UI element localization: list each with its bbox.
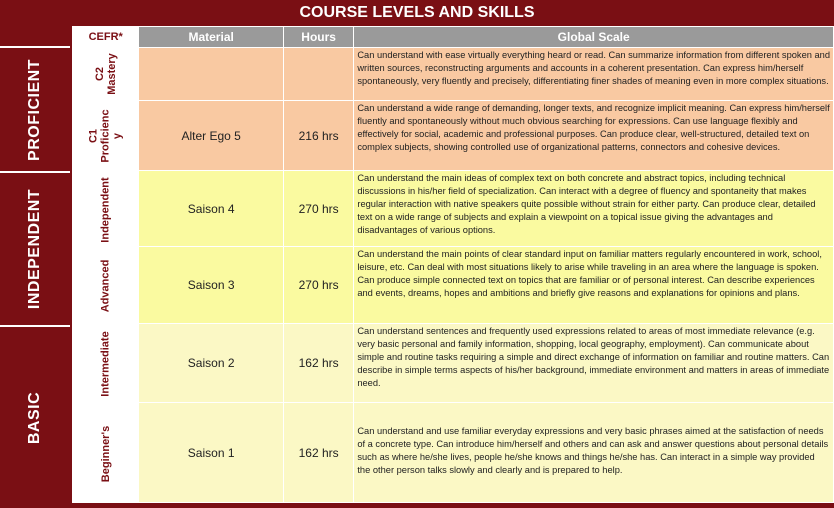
cefr-level: C1 Proficienc y bbox=[87, 108, 124, 163]
page-title: COURSE LEVELS AND SKILLS bbox=[299, 4, 535, 21]
global-scale-cell: Can understand the main ideas of complex text on both concrete and abstract topics, including technical discussions in his/her field of specialization. Can interact with a degree of fluency and spontaneity that makes regular interaction with native speakers quite possible without strain for either party. Can produce clear, detailed text on a wide range of subjects and explain a viewpoint on a topical issue giving the advantages and disadvantages of various options. bbox=[354, 171, 834, 247]
material-cell: Saison 3 bbox=[139, 247, 283, 324]
table-row bbox=[73, 101, 834, 171]
hours-cell: 270 hrs bbox=[283, 247, 353, 324]
header-cefr: CEFR* bbox=[73, 27, 139, 48]
hours-cell: 162 hrs bbox=[283, 324, 353, 403]
table-row bbox=[73, 48, 834, 101]
band-independent bbox=[0, 171, 70, 325]
material-cell: Saison 4 bbox=[139, 171, 283, 247]
cefr-level: C2 Mastery bbox=[93, 53, 118, 95]
hours-cell: 162 hrs bbox=[283, 403, 353, 503]
cefr-cell bbox=[73, 101, 139, 171]
cefr-level: Advanced bbox=[99, 259, 112, 313]
band-proficient-label: PROFICIENT bbox=[26, 58, 44, 161]
band-proficient bbox=[0, 46, 70, 171]
header-global-scale: Global Scale bbox=[354, 27, 834, 48]
global-scale-cell: Can understand the main points of clear standard input on familiar matters regularly encountered in work, school, leisure, etc. Can deal with most situations likely to arise while traveling in an area where the language is spoken. Can produce simple connected text on topics that are familiar or of personal interest. Can describe experiences and events, dreams, hopes and ambitions and briefly give reasons and explanations for opinions and plans. bbox=[354, 247, 834, 324]
table-row bbox=[73, 171, 834, 247]
global-scale-cell: Can understand and use familiar everyday expressions and very basic phrases aimed at the satisfaction of needs of a concrete type. Can introduce him/herself and others and can ask and answer questions about personal details such as where he/she lives, people he/she knows and things he/she has. Can interact in a simple way provided the other person talks slowly and clearly and is prepared to help. bbox=[354, 403, 834, 503]
hours-cell: 216 hrs bbox=[283, 101, 353, 171]
material-cell: Saison 2 bbox=[139, 324, 283, 403]
global-scale-cell: Can understand a wide range of demanding, longer texts, and recognize implicit meaning. Can express him/herself fluently and spontaneously without much obvious searching for expressions. Can use language flexibly and effectively for social, academic and professional purposes. Can produce clear, well-structured, detailed text on complex subjects, showing controlled use of organizational patterns, connectors and cohesive devices. bbox=[354, 101, 834, 171]
cefr-level: Beginner's bbox=[99, 425, 112, 482]
cefr-cell bbox=[73, 48, 139, 101]
global-scale-cell: Can understand sentences and frequently used expressions related to areas of most immediate relevance (e.g. very basic personal and family information, shopping, local geography, employment). Can communicate about simple and routine tasks requiring a simple and direct exchange of information on familiar and routine matters. Can describe in simple terms aspects of his/her background, immediate environment and matters in areas of immediate need. bbox=[354, 324, 834, 403]
band-basic-label: BASIC bbox=[26, 391, 43, 444]
cefr-cell bbox=[73, 324, 139, 403]
band-basic bbox=[0, 325, 70, 508]
cefr-cell bbox=[73, 403, 139, 503]
material-cell: Saison 1 bbox=[139, 403, 283, 503]
course-levels-table bbox=[72, 26, 834, 503]
table-row bbox=[73, 324, 834, 403]
header-row bbox=[73, 27, 834, 48]
cefr-level: Independent bbox=[99, 176, 112, 243]
global-scale-cell: Can understand with ease virtually everything heard or read. Can summarize information from different spoken and written sources, reconstructing arguments and accounts in a coherent presentation. Can express him/herself spontaneously, very fluently and precisely, differentiating finer shades of meaning even in more complex situations. bbox=[354, 48, 834, 101]
header-hours: Hours bbox=[283, 27, 353, 48]
material-cell bbox=[139, 48, 283, 101]
hours-cell: 270 hrs bbox=[283, 171, 353, 247]
cefr-level: Intermediate bbox=[99, 331, 112, 397]
cefr-cell bbox=[73, 171, 139, 247]
hours-cell bbox=[283, 48, 353, 101]
table-row bbox=[73, 247, 834, 324]
material-cell: Alter Ego 5 bbox=[139, 101, 283, 171]
header-material: Material bbox=[139, 27, 283, 48]
table-row bbox=[73, 403, 834, 503]
cefr-cell bbox=[73, 247, 139, 324]
band-independent-label: INDEPENDENT bbox=[26, 188, 43, 310]
